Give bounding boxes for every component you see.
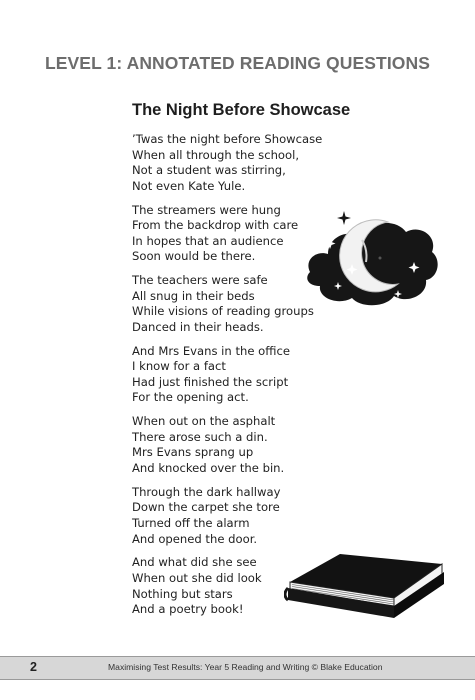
poem-line: Not even Kate Yule.	[132, 178, 246, 193]
poem-line: Through the dark hallway	[132, 484, 281, 499]
poem-line: When out she did look	[132, 570, 262, 585]
poem-line: Down the carpet she tore	[132, 500, 280, 515]
poem-line: And knocked over the bin.	[132, 461, 285, 476]
poem-stanza	[132, 414, 322, 476]
poem-line: And opened the door.	[132, 531, 258, 546]
poem-line: When all through the school,	[132, 147, 300, 162]
poem-line: And a poetry book!	[132, 602, 244, 617]
poem-line: Not a student was stirring,	[132, 163, 286, 178]
poem-line: For the opening act.	[132, 390, 249, 405]
poem-line: I know for a fact	[132, 359, 226, 374]
poem-line: In hopes that an audience	[132, 233, 284, 248]
poem-stanza	[132, 485, 322, 547]
poem-line: Mrs Evans sprang up	[132, 445, 254, 460]
poem-line: There arose such a din.	[132, 429, 268, 444]
poem-line: Soon would be there.	[132, 249, 256, 264]
closed-book-illustration	[284, 548, 446, 622]
footer-credit: Maximising Test Results: Year 5 Reading and Writing © Blake Education	[108, 662, 383, 672]
page-heading: LEVEL 1: ANNOTATED READING QUESTIONS	[44, 53, 431, 73]
poem-line: Nothing but stars	[132, 586, 233, 601]
page-number: 2	[30, 660, 37, 674]
poem-line: And what did she see	[132, 555, 257, 570]
crescent-moon-with-stars-illustration	[302, 200, 442, 310]
poem-stanza	[132, 344, 322, 406]
poem-line: ’Twas the night before Showcase	[132, 132, 323, 146]
poem-line: While visions of reading groups	[132, 304, 314, 319]
poem-stanza	[132, 203, 322, 265]
poem-stanza	[132, 132, 322, 194]
poem-stanza	[132, 273, 322, 335]
poem-line: All snug in their beds	[132, 288, 255, 303]
poem-line: Had just finished the script	[132, 374, 289, 389]
poem-line: When out on the asphalt	[132, 414, 276, 429]
poem-line: The streamers were hung	[132, 202, 281, 217]
poem-line: From the backdrop with care	[132, 218, 299, 233]
poem-line: The teachers were safe	[132, 273, 268, 288]
page-footer	[0, 656, 475, 680]
poem-line: Danced in their heads.	[132, 319, 264, 334]
poem-line: And Mrs Evans in the office	[132, 343, 290, 358]
poem-title: The Night Before Showcase	[132, 101, 351, 119]
poem-line: Turned off the alarm	[132, 516, 250, 530]
